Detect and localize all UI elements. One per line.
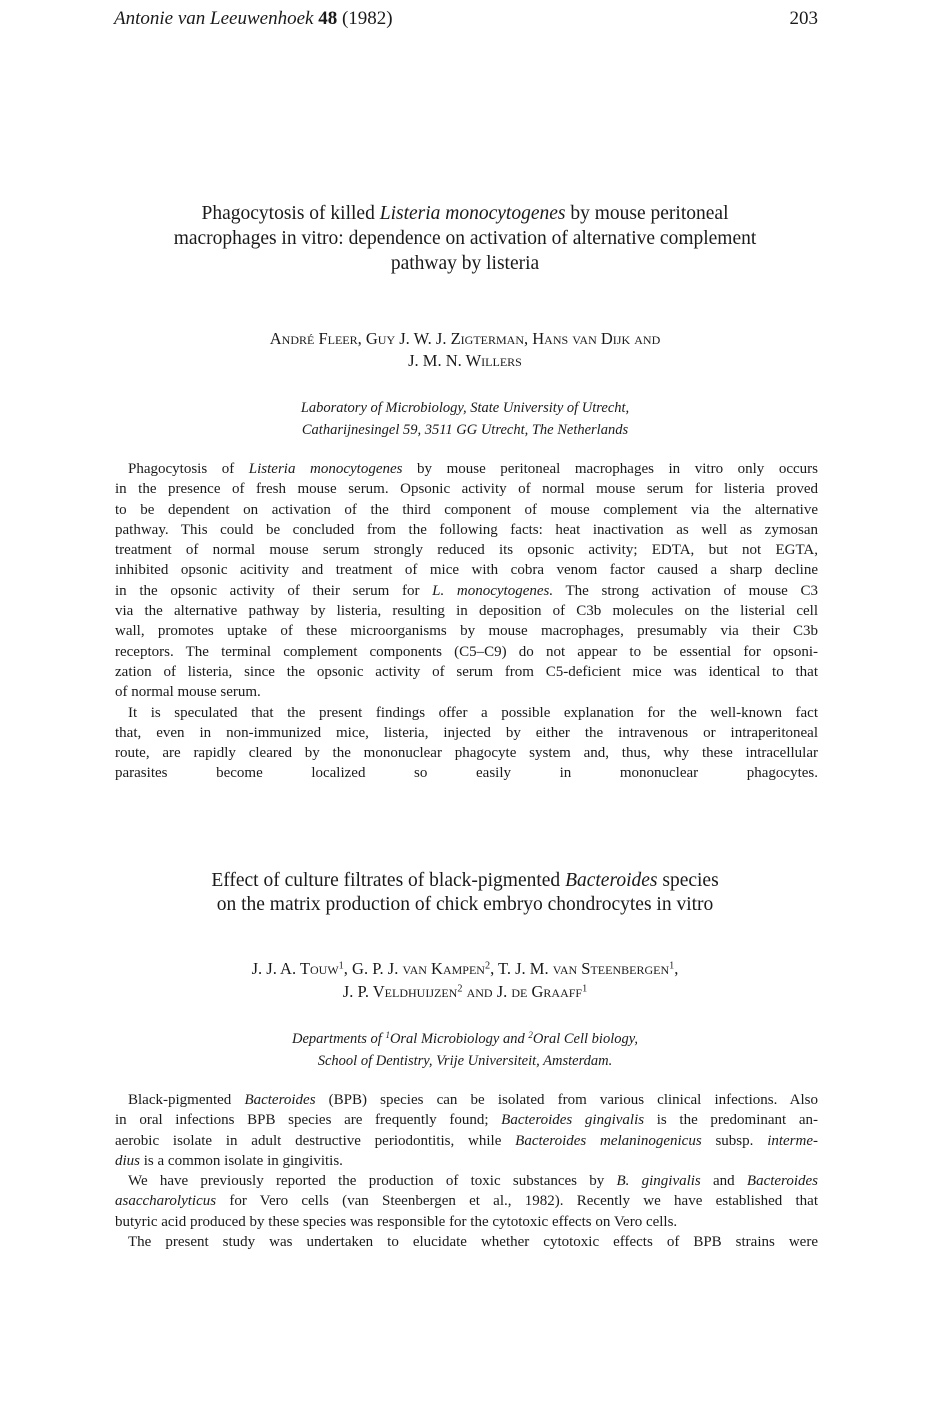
text-line xyxy=(0,1028,930,1050)
text-line xyxy=(115,621,818,641)
text-line xyxy=(115,662,818,682)
italic-text: interme- xyxy=(767,1132,819,1149)
text-line xyxy=(115,743,818,763)
text-line xyxy=(0,397,930,419)
superscript: 2 xyxy=(484,960,491,972)
text-run: wall, promotes uptake of these microorganisms by mouse macrophages, presumably via their C3b xyxy=(115,623,818,640)
text-run: pathway. This could be concluded from the following facts: heat inactivation as well as zymosan xyxy=(115,521,818,538)
text-line xyxy=(115,560,818,580)
text-run: of normal mouse serum. xyxy=(115,684,261,701)
journal-name: Antonie van Leeuwenhoek xyxy=(114,8,314,29)
italic-text: Bacteroides xyxy=(565,870,658,891)
text-run: , G. P. J. van Kampen xyxy=(343,959,485,978)
text-line xyxy=(0,980,930,1003)
text-run: and J. de Graaff xyxy=(462,982,583,1001)
text-run: School of Dentistry, Vrije Universiteit, Amsterdam. xyxy=(317,1053,613,1069)
text-run: Black-pigmented xyxy=(128,1092,245,1108)
text-run: treatment of normal mouse serum strongly reduced its opsonic activity; EDTA, but not EGTA, xyxy=(115,542,818,559)
text-run: on the matrix production of chick embryo chondrocytes in vitro xyxy=(216,894,714,915)
text-line xyxy=(0,957,930,980)
italic-text: B. gingivalis xyxy=(616,1173,701,1190)
text-run: by mouse peritoneal macrophages in vitro only occurs xyxy=(402,461,818,477)
superscript: 2 xyxy=(528,1030,533,1041)
text-line xyxy=(0,419,930,441)
text-run: Phagocytosis of xyxy=(128,461,249,477)
text-line xyxy=(0,1050,930,1072)
superscript: 1 xyxy=(385,1030,390,1041)
article1-affiliation xyxy=(0,397,930,441)
article1-abstract xyxy=(115,459,818,784)
text-line xyxy=(115,703,818,723)
article2-title xyxy=(0,869,930,917)
page-number: 203 xyxy=(789,8,818,29)
text-line xyxy=(115,500,818,520)
text-run: macrophages in vitro: dependence on activation of alternative complement xyxy=(173,228,757,249)
text-run: to be dependent on activation of the third component of mouse complement via the alternative xyxy=(115,501,818,518)
paragraph xyxy=(115,459,818,703)
journal-year: (1982) xyxy=(341,8,393,29)
italic-text: L. monocytogenes. xyxy=(432,582,554,599)
text-run: route, are rapidly cleared by the mononuclear phagocyte system and, thus, why these intracellular xyxy=(115,745,818,762)
text-run: Effect of culture filtrates of black-pigmented xyxy=(211,870,566,891)
text-line xyxy=(115,1232,818,1252)
text-run: The present study was undertaken to elucidate whether cytotoxic effects of BPB strains were xyxy=(128,1234,818,1251)
text-line xyxy=(115,479,818,499)
text-run: Laboratory of Microbiology, State University of Utrecht, xyxy=(300,400,630,416)
text-line xyxy=(115,601,818,621)
italic-text: dius xyxy=(115,1152,141,1169)
text-run: aerobic isolate in adult destructive periodontitis, while xyxy=(115,1132,516,1149)
text-line xyxy=(115,1212,818,1232)
text-line xyxy=(115,520,818,540)
text-run: via the alternative pathway by listeria, resulting in deposition of C3b molecules on the listerial cell xyxy=(115,603,818,620)
italic-text: asaccharolyticus xyxy=(115,1193,217,1210)
italic-text: Bacteroides xyxy=(746,1173,818,1190)
text-run: and xyxy=(700,1173,747,1190)
text-run: by mouse peritoneal xyxy=(565,203,729,224)
text-line xyxy=(115,642,818,662)
text-line xyxy=(0,893,930,917)
text-run: , xyxy=(674,959,679,978)
text-line xyxy=(0,869,930,893)
text-run: in the opsonic activity of their serum for xyxy=(115,582,433,599)
journal-volume: 48 xyxy=(318,8,338,29)
text-run: in the presence of fresh mouse serum. Opsonic activity of normal mouse serum for listeria proved xyxy=(115,481,818,498)
text-line xyxy=(0,201,930,226)
paragraph xyxy=(115,1232,818,1252)
text-run: is a common isolate in gingivitis. xyxy=(140,1152,343,1169)
italic-text: Bacteroides xyxy=(244,1092,316,1108)
article2-authors xyxy=(0,957,930,1003)
paragraph xyxy=(115,703,818,784)
article2-affiliation xyxy=(0,1028,930,1072)
text-run: pathway by listeria xyxy=(390,253,540,274)
text-line xyxy=(115,1131,818,1151)
superscript: 1 xyxy=(582,983,588,995)
article2-body xyxy=(115,1090,818,1252)
text-line xyxy=(115,459,818,479)
superscript: 2 xyxy=(457,983,463,995)
text-run: Oral Microbiology and xyxy=(389,1031,529,1047)
text-run: is the predominant an- xyxy=(644,1112,819,1129)
text-line xyxy=(0,251,930,276)
text-run: subsp. xyxy=(701,1132,768,1149)
text-run: inhibited opsonic acitivity and treatment of mice with cobra venom factor caused a sharp decline xyxy=(115,562,818,579)
text-line xyxy=(115,1090,818,1110)
text-line xyxy=(115,763,818,783)
text-run: butyric acid produced by these species was responsible for the cytotoxic effects on Vero cells. xyxy=(115,1213,678,1230)
text-run: receptors. The terminal complement components (C5–C9) do not appear to be essential for opsoni- xyxy=(115,643,818,660)
text-line xyxy=(115,540,818,560)
italic-text: Listeria monocytogenes xyxy=(379,203,566,224)
article1-authors xyxy=(0,328,930,372)
paragraph xyxy=(115,1090,818,1171)
text-line xyxy=(115,1110,818,1130)
text-run: zation of listeria, since the opsonic activity of serum from C5-deficient mice was identical to that xyxy=(115,663,818,680)
text-run: species xyxy=(657,870,719,891)
text-line xyxy=(0,226,930,251)
text-run: Departments of xyxy=(292,1031,386,1047)
italic-text: Bacteroides gingivalis xyxy=(501,1112,645,1129)
italic-text: Bacteroides melaninogenicus xyxy=(515,1132,702,1149)
text-run: J. P. Veldhuijzen xyxy=(342,982,458,1001)
text-run: in oral infections BPB species are frequently found; xyxy=(115,1112,502,1129)
text-line xyxy=(115,723,818,743)
text-run: J. M. N. Willers xyxy=(408,351,522,370)
text-run: for Vero cells (van Steenbergen et al., 1982). Recently we have established that xyxy=(216,1193,818,1210)
text-run: We have previously reported the production of toxic substances by xyxy=(128,1173,617,1190)
paragraph xyxy=(115,1171,818,1232)
text-line xyxy=(0,350,930,372)
text-line xyxy=(115,1151,818,1171)
text-run: Oral Cell biology, xyxy=(532,1031,638,1047)
article1-title xyxy=(0,201,930,276)
text-line xyxy=(115,1191,818,1211)
text-run: The strong activation of mouse C3 xyxy=(553,582,818,599)
text-run: (BPB) species can be isolated from various clinical infections. Also xyxy=(315,1092,818,1108)
text-run: parasites become localized so easily in mononuclear phagocytes. xyxy=(115,765,818,782)
text-line xyxy=(115,682,818,702)
text-run: André Fleer, Guy J. W. J. Zigterman, Hans van Dijk and xyxy=(269,329,661,348)
italic-text: Listeria monocytogenes xyxy=(248,461,403,477)
text-line xyxy=(0,328,930,350)
running-header xyxy=(114,8,818,30)
superscript: 1 xyxy=(669,960,675,972)
text-run: J. J. A. Touw xyxy=(251,959,339,978)
text-line xyxy=(115,581,818,601)
text-run: It is speculated that the present findings offer a possible explanation for the well-known fact xyxy=(128,704,818,721)
text-line xyxy=(115,1171,818,1191)
text-run: that, even in non-immunized mice, listeria, injected by either the intravenous or intraperitoneal xyxy=(115,724,818,741)
text-run: Phagocytosis of killed xyxy=(201,203,380,224)
superscript: 1 xyxy=(338,960,344,972)
text-run: Catharijnesingel 59, 3511 GG Utrecht, The Netherlands xyxy=(301,422,629,438)
text-run: , T. J. M. van Steenbergen xyxy=(490,959,670,978)
